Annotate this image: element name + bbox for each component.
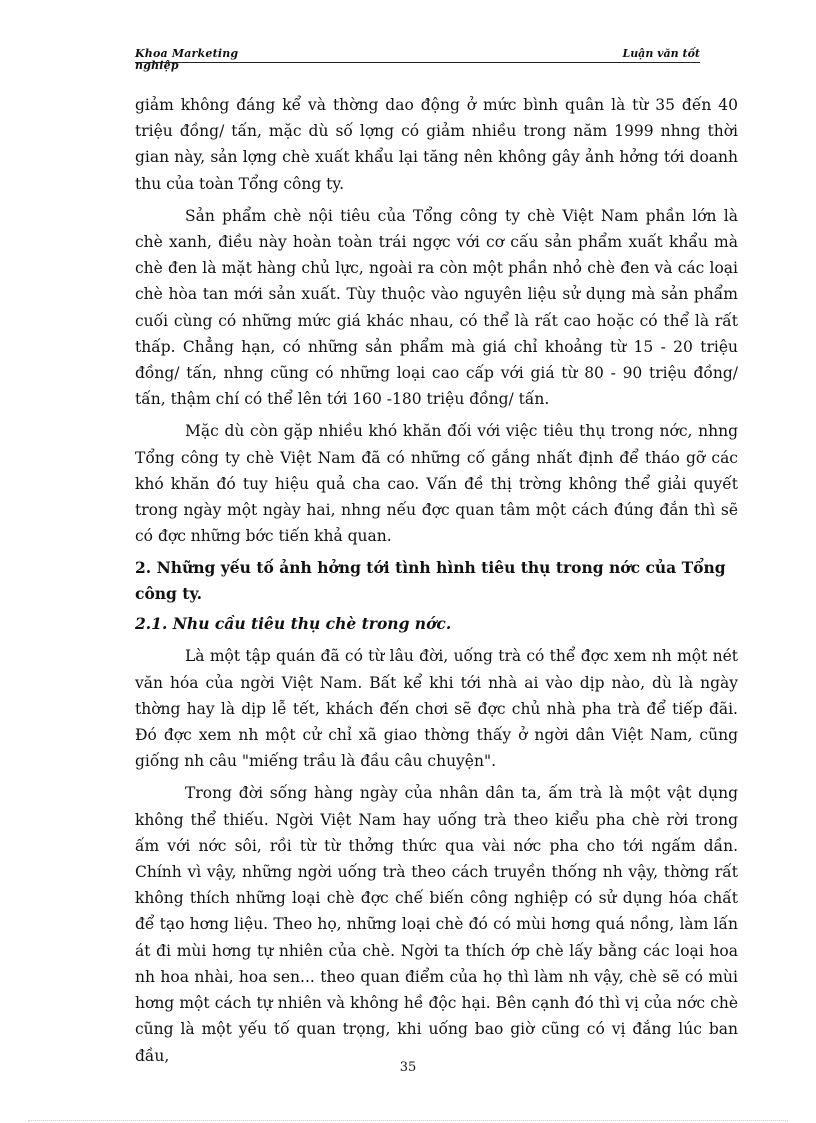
header-rule xyxy=(135,62,700,63)
page-body xyxy=(135,92,738,1075)
bottom-divider xyxy=(28,1120,788,1121)
paragraph-1: giảm không đáng kể và thờng dao động ở mức bình quân là từ 35 đến 40 triệu đồng/ tấn, mặc dù số lợng có giảm nhiều trong năm 1999 nhng thời gian này, sản lợng chè xuất khẩu lại tăng nên không gây ảnh hởng tới doanh thu của toàn Tổng công ty. xyxy=(135,96,738,193)
subsection-heading: 2.1. Nhu cầu tiêu thụ chè trong nớc. xyxy=(135,614,452,634)
paragraph-2: Sản phẩm chè nội tiêu của Tổng công ty chè Việt Nam phần lớn là chè xanh, điều này hoàn toàn trái ngợc với cơ cấu sản phẩm xuất khẩu mà chè đen là mặt hàng chủ lực, ngoài ra còn một phần nhỏ chè đen và các loại chè hòa tan mới sản xuất. Tùy thuộc vào nguyên liệu sử dụng mà sản phẩm cuối cùng có những mức giá khác nhau, có thể là rất cao hoặc có thể là rất thấp. Chẳng hạn, có những sản phẩm mà giá chỉ khoảng từ 15 - 20 triệu đồng/ tấn, nhng cũng có những loại cao cấp với giá từ 80 - 90 triệu đồng/ tấn, thậm chí có thể lên tới 160 -180 triệu đồng/ tấn. xyxy=(135,206,738,409)
paragraph-5: Trong đời sống hàng ngày của nhân dân ta, ấm trà là một vật dụng không thể thiếu. Ngời Việt Nam hay uống trà theo kiểu pha chè rời trong ấm với nớc sôi, rồi từ từ thởng thức qua vài nớc pha cho tới ngấm dần. Chính vì vậy, những ngời uống trà theo cách truyền thống nh vậy, thờng rất không thích những loại chè đợc chế biến công nghiệp có sử dụng hóa chất để tạo hơng liệu. Theo họ, những loại chè đó có mùi hơng quá nồng, làm lấn át đi mùi hơng tự nhiên của chè. Ngời ta thích ớp chè lấy bằng các loại hoa nh hoa nhài, hoa sen... theo quan điểm của họ thì làm nh vậy, chè sẽ có mùi hơng một cách tự nhiên và không hề độc hại. Bên cạnh đó thì vị của nớc chè cũng là một yếu tố quan trọng, khi uống bao giờ cũng có vị đắng lúc ban đầu, xyxy=(135,784,738,1065)
section-heading: 2. Những yếu tố ảnh hởng tới tình hình tiêu thụ trong nớc của Tổng công ty. xyxy=(135,558,726,604)
paragraph-4: Là một tập quán đã có từ lâu đời, uống trà có thể đợc xem nh một nét văn hóa của ngời Việt Nam. Bất kể khi tới nhà ai vào dịp nào, dù là ngày thờng hay là dịp lễ tết, khách đến chơi sẽ đợc chủ nhà pha trà để tiếp đãi. Đó đợc xem nh một cử chỉ xã giao thờng thấy ở ngời dân Việt Nam, cũng giống nh câu "miếng trầu là đầu câu chuyện". xyxy=(135,647,738,771)
header-left-text: Khoa Marketing nghiệp xyxy=(135,47,239,72)
page-number: 35 xyxy=(399,1060,417,1075)
paragraph-3: Mặc dù còn gặp nhiều khó khăn đối với việc tiêu thụ trong nớc, nhng Tổng công ty chè Việt Nam đã có những cố gắng nhất định để tháo gỡ các khó khăn đó tuy hiệu quả cha cao. Vấn đề thị trờng không thể giải quyết trong ngày một ngày hai, nhng nếu đợc quan tâm một cách đúng đắn thì sẽ có đợc những bớc tiến khả quan. xyxy=(135,422,738,546)
page-header xyxy=(135,48,700,76)
header-right-text: Luận văn tốt xyxy=(622,47,700,60)
